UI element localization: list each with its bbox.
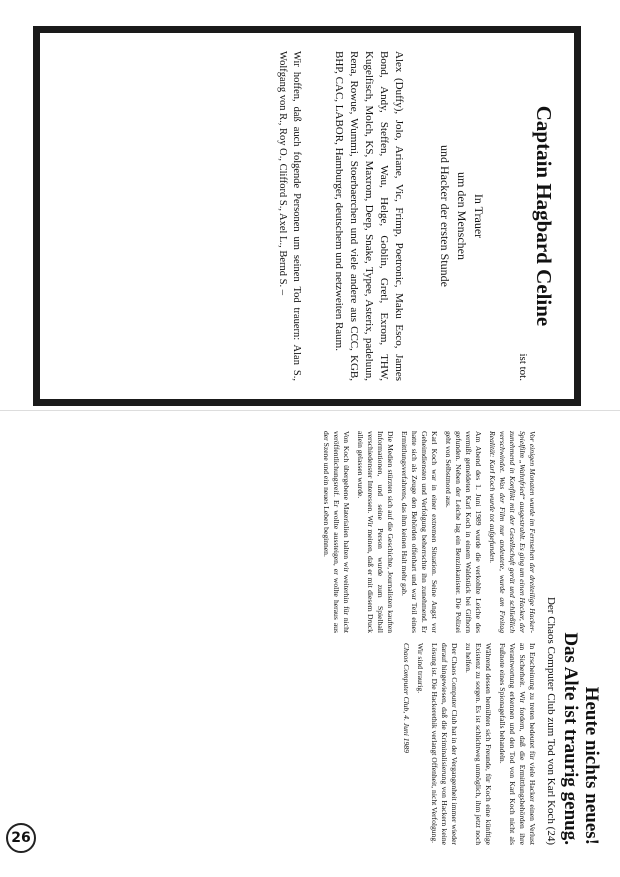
article-paragraph: Am Abend des 1. Juni 1989 wurde die verkohlte Leiche des vermißt gemeldeten Karl Koch in einem Waldstück bei Gifhorn gefunden. Neben der Leiche lag ein Benzinkanister. Die Polizei geht von Selbstmord aus. bbox=[444, 431, 483, 633]
article bbox=[38, 418, 608, 858]
obituary-names: Alex (Duffy), Jolo, Ariane, Vic, Frimp, Poetronic, Maku Esco, James Bond, Andy, Steffen, Wau, Helge, Goblin, Gretl, Exrom, THW, Kugelfisch, Molch, KS, Maxrom, Deep, Snake, Typee, Asterix, padeluun, Rena, Rowue, Wummi, Stoerbaerchen und viele andere aus CCC, KGB, BHP, CAC, LABOR, Hamburger, deutschem und netzweiten Raum. bbox=[333, 51, 405, 381]
article-headline: Heute nichts neues! bbox=[581, 686, 602, 845]
obituary-subtitle: ist tot. bbox=[517, 353, 529, 381]
mourning-line: In Trauer bbox=[472, 193, 486, 239]
article-content bbox=[40, 423, 606, 853]
article-signature: Chaos Computer Club, 4. Juni 1989 bbox=[402, 643, 411, 753]
article-lead: Vor einigen Monaten wurde im Fernsehen der dreiteilige Hacker-Spielfilm „Wahnfried“ ausgestrahlt. Es ging um einen Hacker, der zunehmend in Konflikt mit der Gesellschaft gerät und schließlich verschwindet. Was der Film nur andeutete, wurde am Freitag Realität: Karl Koch wurde tot aufgefunden. bbox=[488, 431, 537, 633]
article-subheadline: Der Chaos Computer Club zum Tod von Karl Koch (24) bbox=[545, 596, 557, 845]
scan-divider bbox=[0, 410, 620, 411]
article-column-right bbox=[317, 643, 537, 845]
article-paragraph: Während dessen bemühten sich Freunde, für Koch eine künftige Existenz zu sorgen. Es ist schlichtweg unmöglich, ihm jetzt noch zu helfen. bbox=[464, 643, 493, 845]
article-paragraph: Die Medien stürzten sich auf die Geschichte, Journalisten kauften Informationen, und seine Person wurde zum Spielball verschiedenster Interessen. Wir meinen, daß er mit diesem Druck allein gelassen wurde. bbox=[356, 431, 395, 633]
article-headline-2: Das Alte ist traurig genug. bbox=[560, 632, 581, 845]
mourning-line: um den Menschen bbox=[455, 172, 469, 260]
article-paragraph: Karl Koch war in einer extremen Situation. Seine Angst vor Geheimdiensten und Verfolgung beherrschte ihn zunehmend. Er hatte sich als Zeuge den Behörden offenbart und war Teil eines Ermittlungsverfahrens, das ihm keinen Halt mehr gab. bbox=[400, 431, 439, 633]
article-paragraph: Wir sind traurig. bbox=[416, 643, 425, 694]
article-paragraph: In Erscheinung zu treten bedeutet für viele Hacker einen Verlust an Sicherheit. Wir fordern, daß die Ermittlungsbehörden ihre Verantwortung erkennen und den Tod von Karl Koch nicht als Fußnote eines Spionagefalls behandeln. bbox=[498, 643, 537, 845]
article-paragraph: Von Koch übergebene Materialien halten wir weiterhin für nicht veröffentlichungsreif. Er wollte aussteigen, er wollte heraus aus der Szene und ein neues Leben beginnen. bbox=[322, 431, 351, 633]
obituary-hope: Wir hoffen, daß auch folgende Personen um seinen Tod trauern: Alan S., Wolfgang von R., Roy O., Clifford S., Axel L., Bernd S. – bbox=[277, 51, 302, 381]
article-column-left bbox=[317, 431, 537, 633]
page-number: 26 bbox=[6, 823, 36, 853]
obituary-title: Captain Hagbard Celine bbox=[532, 105, 556, 327]
article-columns bbox=[317, 431, 537, 845]
obituary-content bbox=[40, 33, 574, 399]
obituary-mourning bbox=[436, 51, 487, 381]
mourning-line: und Hacker der ersten Stunde bbox=[438, 145, 452, 287]
article-paragraph: Der Chaos Computer Club hat in der Vergangenheit immer wieder darauf hingewiesen, daß die Kriminalisierung von Hackern keine Lösung ist. Die Hackerethik verlangt Offenheit, nicht Verfolgung. bbox=[430, 643, 459, 845]
obituary-box bbox=[33, 26, 581, 406]
